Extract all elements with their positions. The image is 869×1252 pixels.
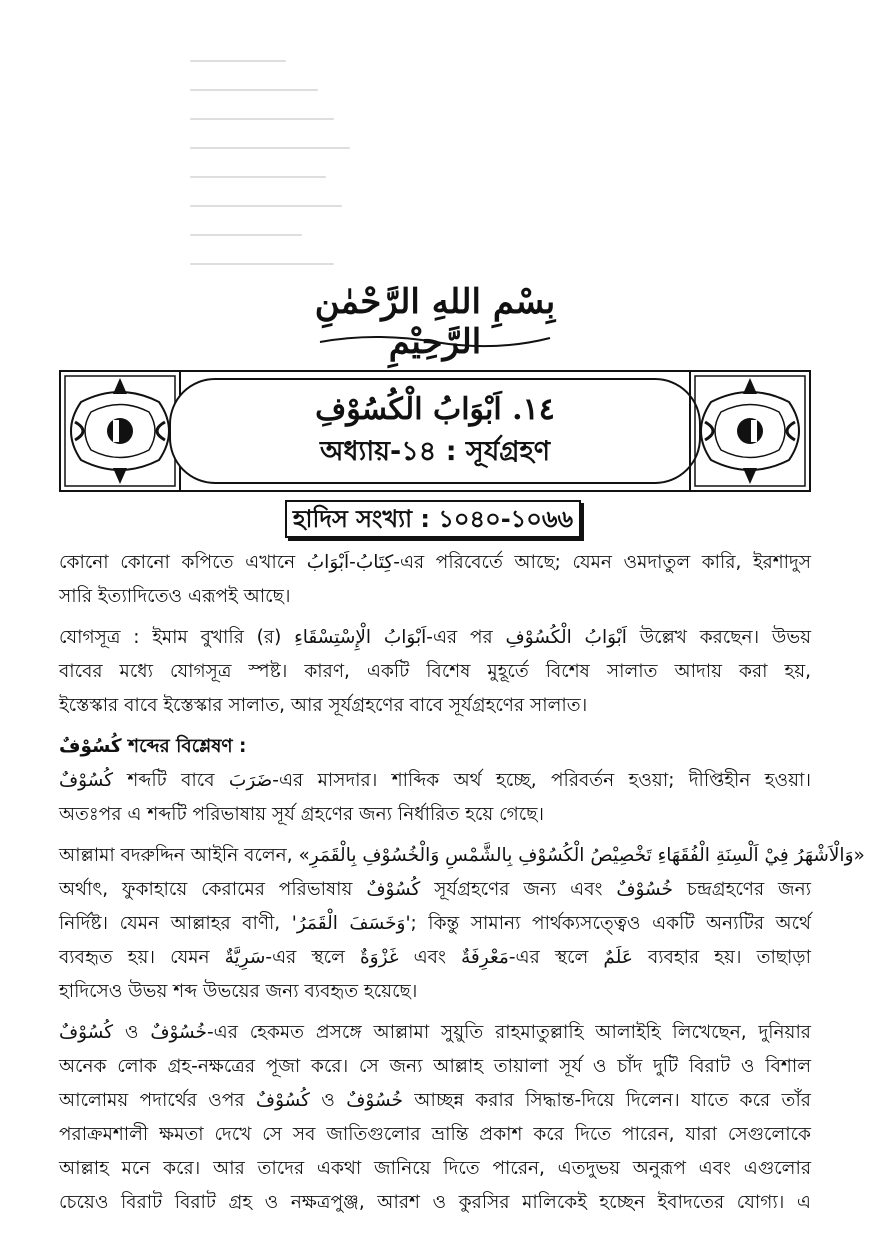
text-line: كُسُوْفٌ শব্দটি বাবে ضَرَبَ-এর মাসদার। শাব্দিক অর্থ হচ্ছে, পরিবর্তন হওয়া; দীপ্তিহীন হওয়া।: [59, 770, 811, 791]
text-line: হাদিসেও উভয় শব্দ উভয়ের জন্য ব্যবহৃত হয়েছে।: [59, 981, 418, 1002]
ornament-left-icon: [61, 372, 181, 490]
bismillah-calligraphy: بِسْمِ اللهِ الرَّحْمٰنِ الرَّحِيْمِ: [314, 282, 556, 362]
ornament-right-icon: [689, 372, 809, 490]
text-line: অতঃপর এ শব্দটি পরিভাষায় সূর্য গ্রহণের জন্য নির্ধারিত হয়ে গেছে।: [59, 804, 545, 825]
text-line: অনেক লোক গ্রহ-নক্ষত্রের পূজা করে। সে জন্য আল্লাহ তায়ালা সূর্য ও চাঁদ দুটি বিরাট ও বিশাল: [59, 1056, 811, 1077]
text-line: আলোময় পদার্থের ওপর كُسُوْفٌ ও خُسُوْفٌ আচ্ছন্ন করার সিদ্ধান্ত-দিয়ে দিলেন। যাতে করে তাঁর: [59, 1090, 811, 1111]
text-line: চেয়েও বিরাট বিরাট গ্রহ ও নক্ষত্রপুঞ্জ, আরশ ও কুরসির মালিকেই হচ্ছেন ইবাদতের যোগ্য। এ: [59, 1192, 811, 1213]
text-line: আল্লাহ মনে করে। আর তাদের একথা জানিয়ে দিতে পারেন, এতদুভয় অনুরূপ এবং এগুলোর: [59, 1158, 811, 1179]
chapter-title-plaque: [169, 378, 701, 484]
text-line: পরাক্রমশালী ক্ষমতা দেখে সে সব জাতিগুলোর ভ্রান্তি প্রকাশ করে দিতে পারেন, যারা সেগুলোকে: [59, 1124, 811, 1145]
chapter-banner: [59, 370, 811, 492]
text-line: সারি ইত্যাদিতেও এরূপই আছে।: [59, 586, 291, 607]
body-text: [59, 546, 865, 1220]
text-line: নির্দিষ্ট। যেমন আল্লাহর বাণী, 'وَخَسَفَ الْقَمَرُ'; কিন্তু সামান্য পার্থক্যসত্ত্বেও একটি অন্যটির অর্থে: [59, 913, 811, 934]
text-line: كُسُوْفٌ ও خُسُوْفٌ-এর হেকমত প্রসঙ্গে আল্লামা সুয়ুতি রাহমাতুল্লাহি আলাইহি লিখেছেন, দুনিয়ার: [59, 1022, 811, 1043]
calligraphy-flourish: [315, 330, 555, 350]
hadith-count-box: হাদিস সংখ্যা : ১০৪০-১০৬৬: [285, 500, 581, 538]
text-line: বাবের মধ্যে যোগসূত্র স্পষ্ট। কারণ, একটি বিশেষ মুহূর্তে বিশেষ সালাত আদায় করা হয়,: [59, 661, 811, 682]
text-line: অর্থাৎ, ফুকাহায়ে কেরামের পরিভাষায় كُسُوْفٌ সূর্যগ্রহণের জন্য এবং خُسُوْفٌ চন্দ্রগ্রহণের জন্য: [59, 879, 811, 900]
text-line: যোগসূত্র : ইমাম বুখারি (র) اَبْوَابُ الْإِسْتِسْقَاءِ-এর পর اَبْوَابُ الْكُسُوْفِ উল্লেখ করছেন। উভয়: [59, 627, 811, 648]
text-line: ব্যবহৃত হয়। যেমন سَرِيَّةٌ-এর স্থলে غَزْوَةٌ এবং مَعْرِفَةٌ-এর স্থলে عَلَمٌ ব্যবহার হয়। তাছাড়া: [59, 947, 811, 968]
section-heading: كُسُوْفٌ শব্দের বিশ্লেষণ :: [59, 736, 247, 757]
text-line: আল্লামা বদরুদ্দিন আইনি বলেন, «وَالْاَشْهَرُ فِيْ اَلْسِنَةِ الْفُقَهَاءِ تَخْصِيْصُ الْكُسُوْفِ بِالشَّمْسِ وَالْخُسُوْفِ بِالْقَمَرِ»: [59, 845, 865, 866]
chapter-title-bengali: অধ্যায়-১৪ : সূর্যগ্রহণ: [319, 436, 551, 467]
text-line: ইস্তেস্কার বাবে ইস্তেস্কার সালাত, আর সূর্যগ্রহণের বাবে সূর্যগ্রহণের সালাত।: [59, 695, 588, 716]
chapter-title-arabic: ١٤. اَبْوَابُ الْكُسُوْفِ: [315, 392, 555, 427]
bleed-through-marks: [190, 60, 350, 292]
text-line: কোনো কোনো কপিতে এখানে كِتَابُ-اَبْوَابُ-এর পরিবের্তে আছে; যেমন ওমদাতুল কারি, ইরশাদুস: [59, 552, 811, 573]
